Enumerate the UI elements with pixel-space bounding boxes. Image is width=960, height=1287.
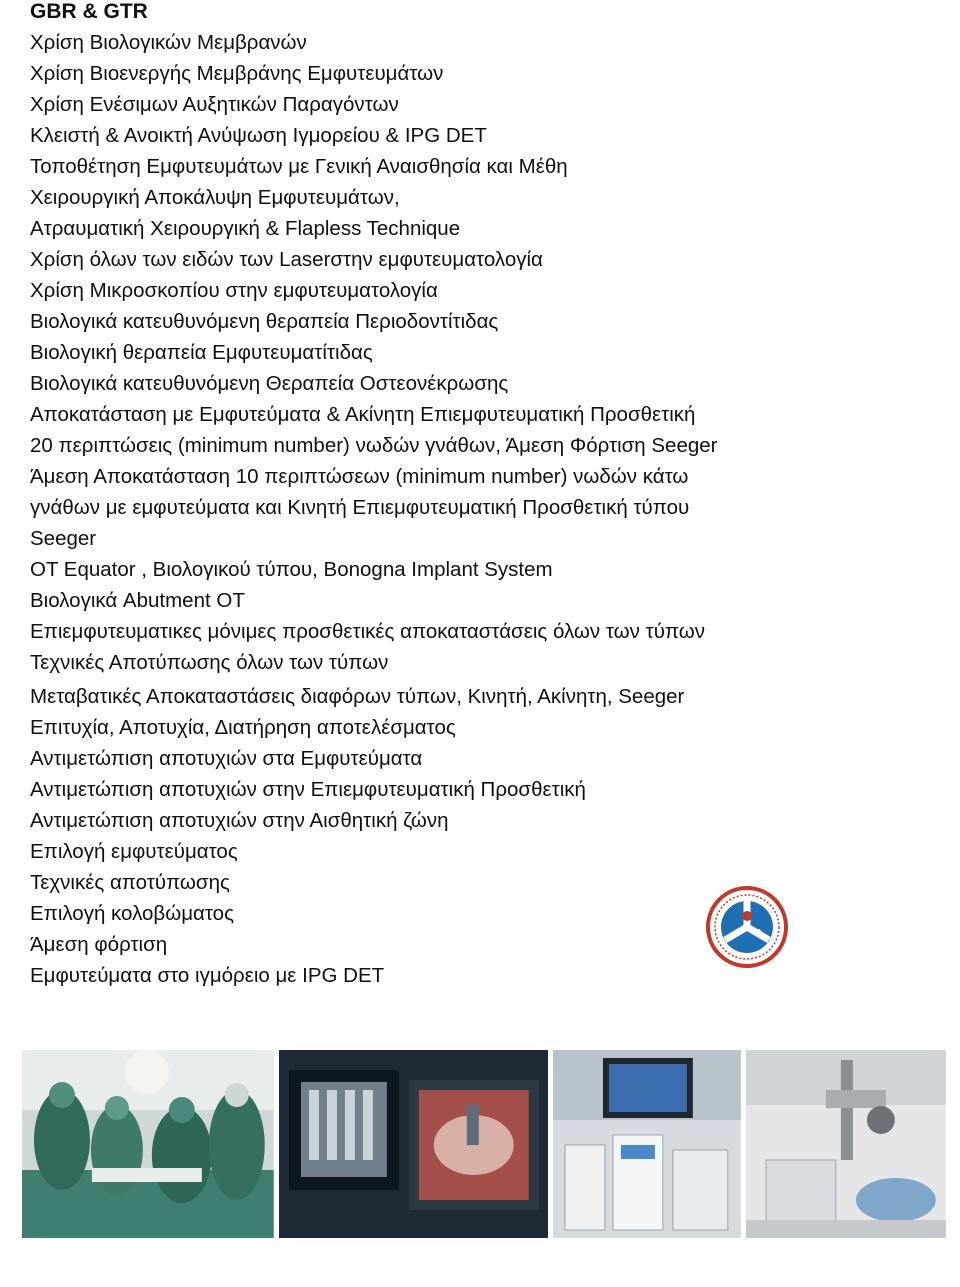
list-item: Επιλογή εμφυτεύματος: [30, 840, 238, 863]
list-item: Αποκατάσταση με Εμφυτεύματα & Ακίνητη Επιεμφυτευματική Προσθετική: [30, 403, 696, 426]
list-item: Αντιμετώπιση αποτυχιών στην Αισθητική ζώνη: [30, 809, 449, 832]
list-item: Seeger: [30, 527, 97, 550]
list-item: Κλειστή & Ανοικτή Ανύψωση Ιγμορείου & IPG DET: [30, 124, 487, 147]
list-item: Τεχνικές Αποτύπωσης όλων των τύπων: [30, 651, 389, 674]
list-item: Μεταβατικές Αποκαταστάσεις διαφόρων τύπων, Κινητή, Ακίνητη, Seeger: [30, 685, 685, 708]
list-item: Χρίση Βιολογικών Μεμβρανών: [30, 31, 307, 54]
list-item: 20 περιπτώσεις (minimum number) νωδών γνάθων, Άμεση Φόρτιση Seeger: [30, 434, 718, 457]
list-item: Επιτυχία, Αποτυχία, Διατήρηση αποτελέσματος: [30, 716, 456, 739]
photo-strip: [22, 1050, 946, 1238]
monitors-photo: [279, 1050, 549, 1238]
society-emblem-icon: [706, 886, 788, 968]
list-item: GBR & GTR: [30, 0, 148, 23]
list-item: Ατραυματική Χειρουργική & Flapless Technique: [30, 217, 461, 240]
list-item: Βιολογικά κατευθυνόμενη Θεραπεία Οστεονέκρωσης: [30, 372, 509, 395]
microscope-photo: [746, 1050, 946, 1238]
list-item: Αντιμετώπιση αποτυχιών στα Εμφυτεύματα: [30, 747, 423, 770]
list-item: Εμφυτεύματα στο ιγμόρειο με IPG DET: [30, 964, 385, 987]
list-item: Χειρουργική Αποκάλυψη Εμφυτευμάτων,: [30, 186, 400, 209]
list-item: Άμεση φόρτιση: [30, 933, 168, 956]
list-item: Χρίση Μικροσκοπίου στην εμφυτευματολογία: [30, 279, 438, 302]
list-item: Βιολογικά Abutment OT: [30, 589, 245, 612]
list-item: Χρίση Βιοενεργής Μεμβράνης Εμφυτευμάτων: [30, 62, 444, 85]
list-item: γνάθων με εμφυτεύματα και Κινητή Επιεμφυτευματική Προσθετική τύπου: [30, 496, 690, 519]
list-item: Αντιμετώπιση αποτυχιών στην Επιεμφυτευματική Προσθετική: [30, 778, 586, 801]
list-item: Επιλογή κολοβώματος: [30, 902, 234, 925]
list-item: Επιεμφυτευματικες μόνιμες προσθετικές αποκαταστάσεις όλων των τύπων: [30, 620, 706, 643]
list-item: Άμεση Αποκατάσταση 10 περιπτώσεων (minimum number) νωδών κάτω: [30, 465, 689, 488]
laser-equipment-photo: [553, 1050, 741, 1238]
topic-list: [30, 0, 930, 995]
list-item: Βιολογικά κατευθυνόμενη θεραπεία Περιοδοντίτιδας: [30, 310, 499, 333]
list-item: Χρίση Ενέσιμων Αυξητικών Παραγόντων: [30, 93, 399, 116]
surgery-team-photo: [22, 1050, 274, 1238]
list-item: Τεχνικές αποτύπωσης: [30, 871, 230, 894]
list-item: Χρίση όλων των ειδών των Laserστην εμφυτευματολογία: [30, 248, 543, 271]
list-item: Τοποθέτηση Εμφυτευμάτων με Γενική Αναισθησία και Μέθη: [30, 155, 568, 178]
list-item: OT Equator , Βιολογικού τύπου, Bonogna Implant System: [30, 558, 553, 581]
list-item: Βιολογική θεραπεία Εμφυτευματίτιδας: [30, 341, 373, 364]
